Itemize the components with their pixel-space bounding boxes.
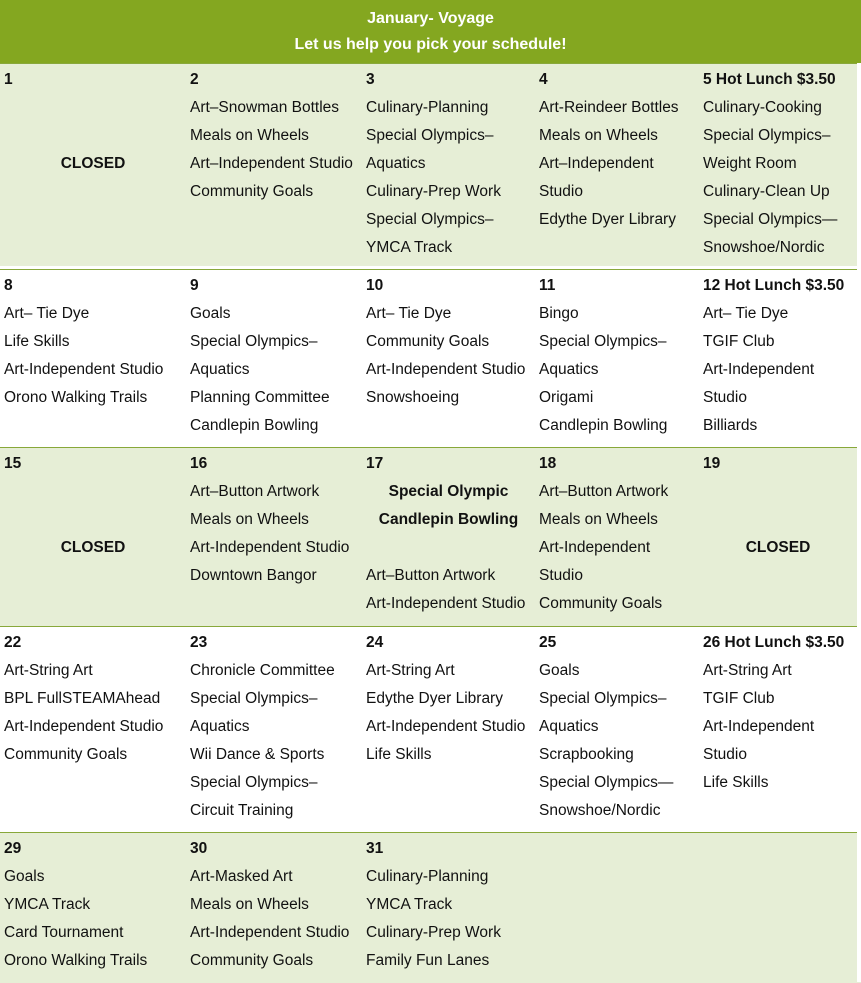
activity: Special Olympics– (703, 127, 831, 144)
activity: Meals on Wheels (539, 511, 658, 528)
activity: Studio (539, 183, 583, 200)
closed-label: CLOSED (745, 539, 811, 556)
day-number: 23 (190, 634, 208, 651)
day-number: 5 Hot Lunch $3.50 (703, 71, 836, 88)
activity: Aquatics (366, 155, 426, 172)
activity: Art-Independent Studio (366, 718, 526, 735)
activity: Meals on Wheels (190, 127, 309, 144)
activity: YMCA Track (366, 239, 453, 256)
week-row-2 (0, 269, 861, 447)
activity: Orono Walking Trails (4, 952, 148, 969)
day-number: 26 Hot Lunch $3.50 (703, 634, 845, 651)
activity: Edythe Dyer Library (539, 211, 676, 228)
activity: Special Olympics– (539, 333, 667, 350)
activity: Special Olympics– (366, 211, 494, 228)
activity: Aquatics (190, 718, 250, 735)
activity: Art-String Art (366, 662, 455, 679)
activity: Culinary-Planning (366, 868, 489, 885)
activity: Art-Independent (703, 361, 815, 378)
activity: YMCA Track (4, 896, 91, 913)
activity: Billiards (703, 417, 758, 434)
day-cell-1 (0, 64, 186, 266)
day-cell-18 (535, 448, 699, 626)
day-number: 31 (366, 840, 384, 857)
activity: Art–Button Artwork (190, 483, 320, 500)
day-cell-4 (535, 64, 699, 266)
day-cell-16 (186, 448, 362, 626)
day-cell-23 (186, 627, 362, 832)
day-cell-31 (362, 833, 535, 983)
activity: Goals (539, 662, 580, 679)
activity: Art-String Art (4, 662, 93, 679)
day-number: 30 (190, 840, 208, 857)
day-cell-empty (699, 833, 857, 983)
day-number: 19 (703, 455, 721, 472)
activity: Art-Independent Studio (4, 361, 164, 378)
day-number: 1 (4, 71, 13, 88)
day-number: 12 Hot Lunch $3.50 (703, 277, 845, 294)
activity: Chronicle Committee (190, 662, 335, 679)
activity: Aquatics (539, 718, 599, 735)
activity: Culinary-Prep Work (366, 183, 501, 200)
day-number: 2 (190, 71, 199, 88)
activity: Special Olympics– (190, 774, 318, 791)
week-row-4 (0, 626, 861, 832)
activity: Special Olympics– (539, 690, 667, 707)
day-number: 10 (366, 277, 384, 294)
closed-label: CLOSED (60, 155, 126, 172)
activity: Meals on Wheels (190, 511, 309, 528)
activity: Art–Button Artwork (366, 567, 496, 584)
activity: Life Skills (703, 774, 769, 791)
activity: Edythe Dyer Library (366, 690, 503, 707)
activity: Family Fun Lanes (366, 952, 490, 969)
activity: Art-Independent (539, 539, 651, 556)
activity: Art-String Art (703, 662, 792, 679)
activity: Studio (703, 389, 747, 406)
activity: Weight Room (703, 155, 797, 172)
activity: Community Goals (539, 595, 663, 612)
day-cell-10 (362, 270, 535, 447)
week-row-5 (0, 832, 861, 983)
calendar-subtitle: Let us help you pick your schedule! (294, 36, 567, 53)
day-number: 16 (190, 455, 208, 472)
calendar-title: January- Voyage (367, 10, 494, 27)
activity: Special Olympics— (539, 774, 674, 791)
activity: Community Goals (190, 952, 314, 969)
activity: Downtown Bangor (190, 567, 317, 584)
activity: YMCA Track (366, 896, 453, 913)
day-cell-2 (186, 64, 362, 266)
activity: Special Olympics– (190, 690, 318, 707)
activity: Goals (190, 305, 231, 322)
day-number: 18 (539, 455, 557, 472)
day-cell-26 (699, 627, 857, 832)
activity: TGIF Club (703, 333, 775, 350)
activity: Community Goals (366, 333, 490, 350)
day-cell-3 (362, 64, 535, 266)
calendar-header (0, 0, 861, 63)
activity: Candlepin Bowling (190, 417, 319, 434)
activity: Studio (703, 746, 747, 763)
day-number: 25 (539, 634, 557, 651)
day-number: 4 (539, 71, 548, 88)
day-cell-29 (0, 833, 186, 983)
activity: Culinary-Planning (366, 99, 489, 116)
activity: Candlepin Bowling (539, 417, 668, 434)
activity: Meals on Wheels (539, 127, 658, 144)
activity: Wii Dance & Sports (190, 746, 325, 763)
week-row-1 (0, 63, 861, 266)
activity: Art–Independent (539, 155, 654, 172)
activity: Origami (539, 389, 594, 406)
day-cell-9 (186, 270, 362, 447)
day-number: 9 (190, 277, 199, 294)
page-margin (857, 63, 861, 982)
week-row-3 (0, 447, 861, 626)
day-number: 22 (4, 634, 22, 651)
day-cell-25 (535, 627, 699, 832)
activity: Art–Snowman Bottles (190, 99, 340, 116)
activity: Community Goals (4, 746, 128, 763)
activity: Art-Independent Studio (366, 595, 526, 612)
activity: Planning Committee (190, 389, 330, 406)
activity: Aquatics (190, 361, 250, 378)
activity: Art– Tie Dye (366, 305, 452, 322)
day-number: 8 (4, 277, 13, 294)
day-cell-empty (535, 833, 699, 983)
activity: Snowshoe/Nordic (539, 802, 661, 819)
activity: Snowshoeing (366, 389, 460, 406)
activity: Art-Independent Studio (190, 924, 350, 941)
activity: Special Olympics– (190, 333, 318, 350)
activity: Art-Masked Art (190, 868, 293, 885)
activity: Art– Tie Dye (4, 305, 90, 322)
day-cell-5 (699, 64, 857, 266)
day-number: 3 (366, 71, 375, 88)
day-cell-15 (0, 448, 186, 626)
activity: Special Olympics— (703, 211, 838, 228)
activity: Card Tournament (4, 924, 124, 941)
day-cell-22 (0, 627, 186, 832)
activity: BPL FullSTEAMAhead (4, 690, 161, 707)
day-number: 17 (366, 455, 384, 472)
activity: Art-Independent (703, 718, 815, 735)
activity: Bingo (539, 305, 579, 322)
activity: Art-Independent Studio (190, 539, 350, 556)
day-cell-19 (699, 448, 857, 626)
day-cell-8 (0, 270, 186, 447)
activity: Culinary-Prep Work (366, 924, 501, 941)
activity: Studio (539, 567, 583, 584)
day-cell-12 (699, 270, 857, 447)
day-number: 29 (4, 840, 22, 857)
activity: Culinary-Clean Up (703, 183, 830, 200)
day-number: 24 (366, 634, 384, 651)
activity: Snowshoe/Nordic (703, 239, 825, 256)
activity: Aquatics (539, 361, 599, 378)
activity: Art-Independent Studio (4, 718, 164, 735)
activity: Meals on Wheels (190, 896, 309, 913)
featured-activity: Special Olympic (388, 483, 509, 500)
activity: Goals (4, 868, 45, 885)
activity: TGIF Club (703, 690, 775, 707)
activity: Art–Button Artwork (539, 483, 669, 500)
activity: Art-Reindeer Bottles (539, 99, 679, 116)
day-number: 15 (4, 455, 22, 472)
day-number: 11 (539, 277, 556, 294)
day-cell-24 (362, 627, 535, 832)
activity: Circuit Training (190, 802, 294, 819)
activity: Community Goals (190, 183, 314, 200)
activity: Art–Independent Studio (190, 155, 353, 172)
activity: Culinary-Cooking (703, 99, 822, 116)
activity: Art– Tie Dye (703, 305, 789, 322)
featured-activity: Candlepin Bowling (378, 511, 519, 528)
day-cell-11 (535, 270, 699, 447)
day-cell-17 (362, 448, 535, 626)
activity: Life Skills (4, 333, 70, 350)
activity: Art-Independent Studio (366, 361, 526, 378)
day-cell-30 (186, 833, 362, 983)
activity: Orono Walking Trails (4, 389, 148, 406)
activity: Special Olympics– (366, 127, 494, 144)
activity: Life Skills (366, 746, 432, 763)
closed-label: CLOSED (60, 539, 126, 556)
activity: Scrapbooking (539, 746, 634, 763)
